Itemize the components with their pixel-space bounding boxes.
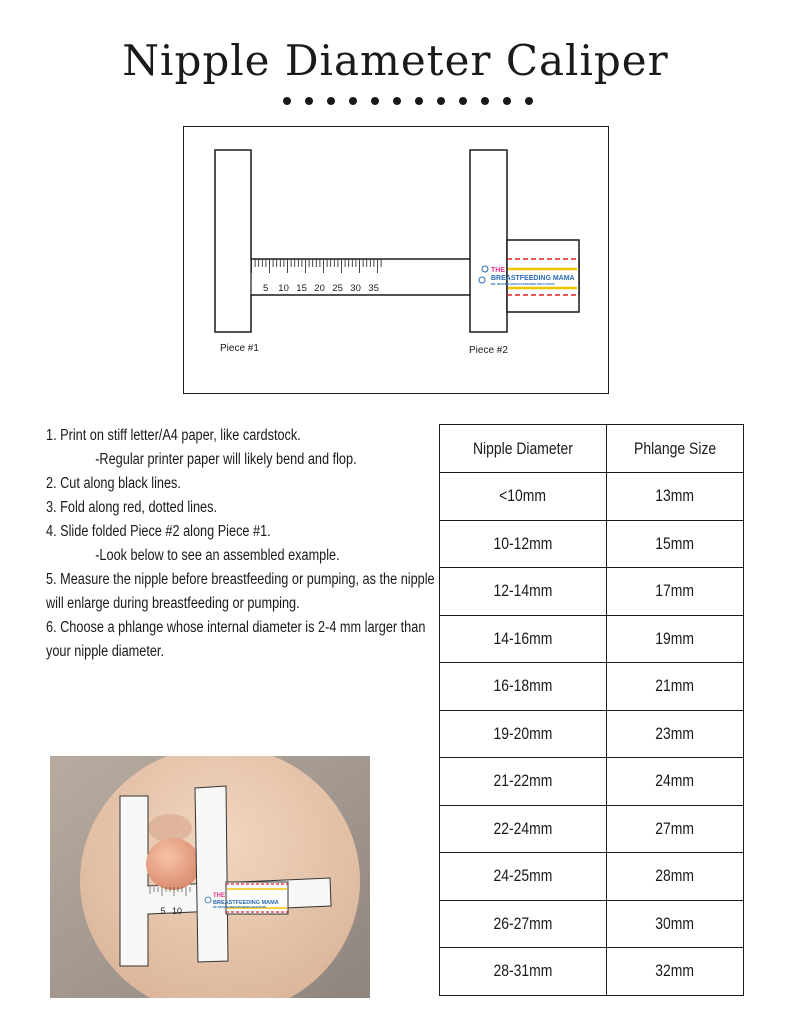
- piece-2-outline: [470, 150, 507, 332]
- nipple-diameter-cell: 22-24mm: [493, 818, 553, 838]
- phlange-size-cell: 19mm: [655, 628, 695, 648]
- nipple-diameter-cell: 26-27mm: [493, 913, 553, 933]
- ruler-label: 10: [278, 283, 289, 294]
- column-header: Phlange Size: [606, 425, 743, 473]
- logo-text: BREASTFEEDING MAMA: [213, 900, 279, 906]
- instructions-list: [46, 424, 440, 664]
- phlange-size-cell: 13mm: [655, 486, 695, 506]
- instruction-step: 3. Fold along red, dotted lines.: [46, 499, 217, 516]
- phlange-size-cell: 32mm: [655, 961, 695, 981]
- piece-1-label: Piece #1: [220, 343, 259, 354]
- table-row: [440, 520, 744, 568]
- ruler-label: 25: [332, 283, 343, 294]
- table-header-row: [440, 425, 744, 473]
- ruler-label: 30: [350, 283, 361, 294]
- nipple-diameter-cell: 24-25mm: [493, 866, 553, 886]
- ruler-label: 20: [314, 283, 325, 294]
- table-row: [440, 758, 744, 806]
- phlange-size-cell: 24mm: [655, 771, 695, 791]
- nipple-diameter-cell: <10mm: [499, 486, 547, 506]
- page-title: Nipple Diameter Caliper: [122, 36, 669, 85]
- table-row: [440, 900, 744, 948]
- ruler-label: 15: [296, 283, 307, 294]
- table-row: [440, 853, 744, 901]
- caliper-diagram: [183, 126, 609, 394]
- logo-text: BREASTFEEDING MAMA: [491, 275, 575, 282]
- caliper-template-svg: [184, 127, 607, 392]
- phlange-size-cell: 23mm: [655, 723, 695, 743]
- instruction-note: -Regular printer paper will likely bend and flop.: [95, 451, 357, 468]
- ruler-label: 5: [262, 283, 269, 294]
- phlange-size-cell: 30mm: [655, 913, 695, 933]
- table-row: [440, 948, 744, 996]
- decorative-dots: [283, 97, 533, 107]
- instruction-step: 4. Slide folded Piece #2 along Piece #1.: [46, 523, 271, 540]
- nipple-diameter-cell: 21-22mm: [493, 771, 553, 791]
- column-header: Nipple Diameter: [440, 425, 607, 473]
- photo-illustration: [50, 756, 370, 998]
- table-row: [440, 710, 744, 758]
- assembled-example-photo: [50, 756, 370, 998]
- instruction-step: 1. Print on stiff letter/A4 paper, like cardstock.: [46, 427, 301, 444]
- nipple-diameter-cell: 19-20mm: [493, 723, 553, 743]
- table-row: [440, 805, 744, 853]
- instruction-note: -Look below to see an assembled example.: [95, 547, 340, 564]
- logo-text: THE: [491, 267, 505, 274]
- ruler-label: 35: [368, 283, 379, 294]
- photo-ruler-label: 5: [160, 906, 166, 916]
- table-row: [440, 615, 744, 663]
- nipple-diameter-cell: 28-31mm: [493, 961, 553, 981]
- size-table: [439, 424, 744, 996]
- logo-text: THE: [213, 893, 225, 899]
- phlange-size-cell: 17mm: [655, 581, 695, 601]
- nipple-diameter-cell: 16-18mm: [493, 676, 553, 696]
- nipple-diameter-cell: 14-16mm: [493, 628, 553, 648]
- instruction-step: 2. Cut along black lines.: [46, 475, 181, 492]
- logo-text: DR. DEANNE BREASTFEEDING EDUCATION: [491, 282, 555, 286]
- photo-ruler-label: 10: [171, 906, 183, 916]
- piece-2-label: Piece #2: [469, 345, 508, 356]
- phlange-size-cell: 15mm: [655, 533, 695, 553]
- table-row: [440, 663, 744, 711]
- logo-text: DR. DEANNE BREASTFEEDING EDUCATION: [213, 906, 267, 909]
- phlange-size-cell: 28mm: [655, 866, 695, 886]
- instruction-step: 6. Choose a phlange whose internal diameter is 2-4 mm larger than your nipple diameter.: [46, 619, 426, 660]
- phlange-size-cell: 21mm: [655, 676, 695, 696]
- instruction-step: 5. Measure the nipple before breastfeeding or pumping, as the nipple will enlarge during breastfeeding or pumping.: [46, 571, 435, 612]
- table-row: [440, 568, 744, 616]
- nipple-diameter-cell: 10-12mm: [493, 533, 553, 553]
- nipple-diameter-cell: 12-14mm: [493, 581, 553, 601]
- table-row: [440, 473, 744, 521]
- phlange-size-cell: 27mm: [655, 818, 695, 838]
